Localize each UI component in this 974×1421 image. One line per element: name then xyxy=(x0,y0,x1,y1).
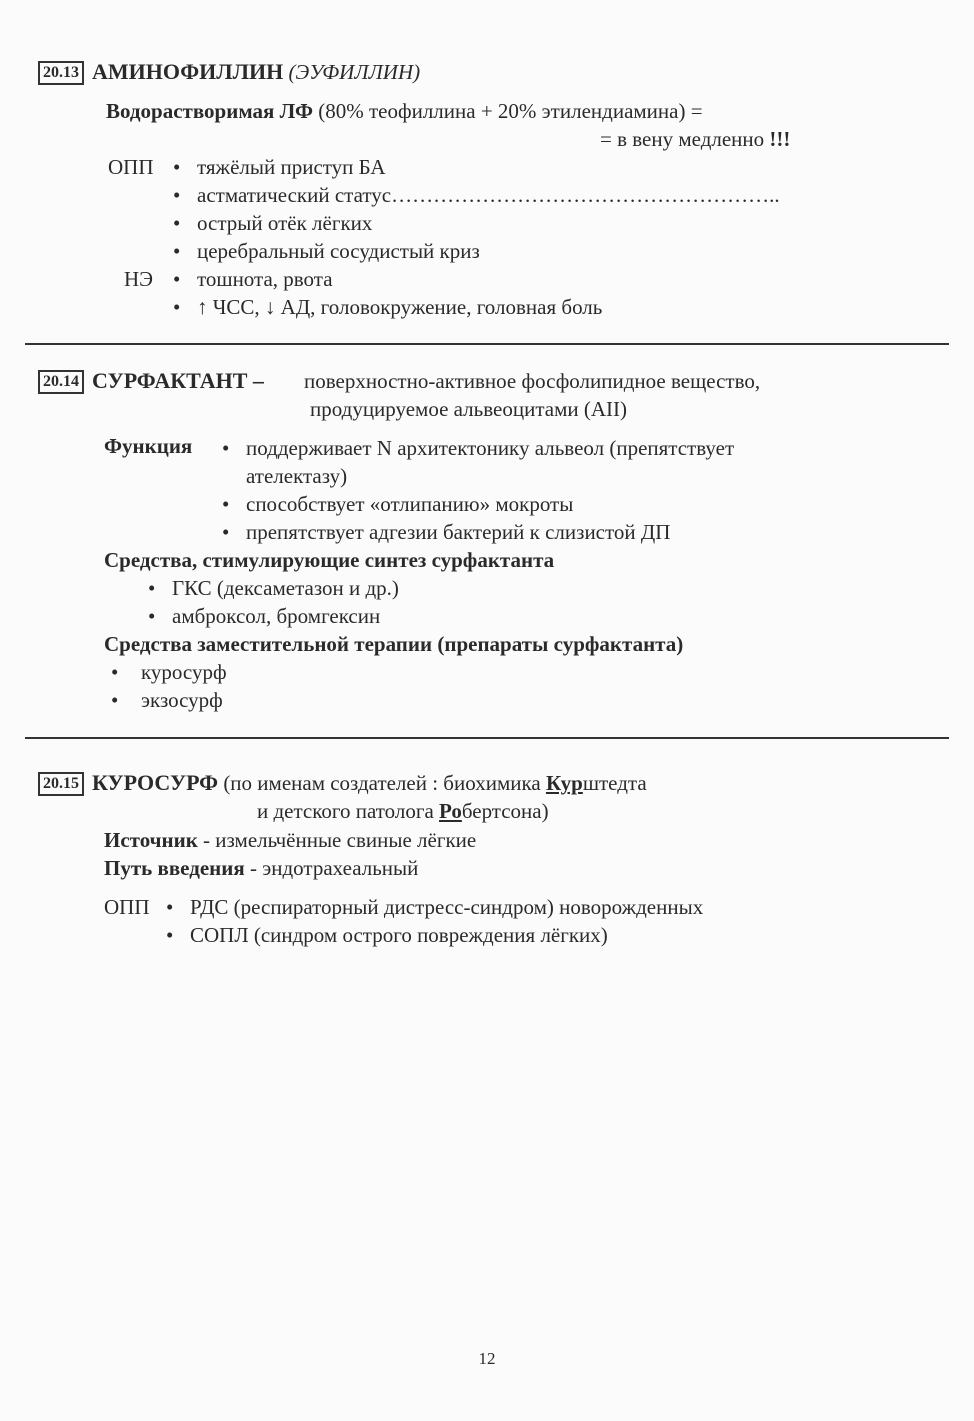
lf-text: (80% теофиллина + 20% этилендиамина) = xyxy=(318,99,703,123)
list-item: • ГКС (дексаметазон и др.) xyxy=(148,576,399,600)
list-item: • острый отёк лёгких xyxy=(173,211,373,235)
section-title-alt: (ЭУФИЛЛИН) xyxy=(288,60,421,84)
list-item: • амброксол, бромгексин xyxy=(148,604,381,628)
section-20-14-header xyxy=(38,367,264,395)
divider xyxy=(25,737,949,739)
list-item: • тошнота, рвота xyxy=(173,267,333,291)
source-line: Источник - измельчённые свиные лёгкие xyxy=(104,828,477,852)
section-title: АМИНОФИЛЛИН xyxy=(92,59,284,84)
section-title: КУРОСУРФ xyxy=(92,770,219,795)
lf-exclaim: !!! xyxy=(769,127,791,151)
list-item: • куросурф xyxy=(111,660,227,684)
route-line: Путь введения - эндотрахеальный xyxy=(104,856,419,880)
list-item: • СОПЛ (синдром острого повреждения лёгких) xyxy=(166,923,608,947)
list-item: • экзосурф xyxy=(111,688,223,712)
section-title: СУРФАКТАНТ – xyxy=(92,368,264,393)
name-origin-line-2: и детского патолога Робертсона) xyxy=(257,799,549,823)
opp-label: ОПП xyxy=(104,895,150,919)
definition-line-2: продуцируемое альвеоцитами (AII) xyxy=(310,397,627,421)
section-20-15-header: 20.15 КУРОСУРФ (по именам создателей : биохимика Курштедта xyxy=(38,769,647,797)
section-number: 20.14 xyxy=(38,370,84,394)
list-item: • способствует «отлипанию» мокроты xyxy=(222,492,574,516)
definition-line-1: поверхностно-активное фосфолипидное вещество, xyxy=(304,369,761,393)
list-item: • ↑ ЧСС, ↓ АД, головокружение, головная боль xyxy=(173,295,603,319)
list-item: • церебральный сосудистый криз xyxy=(173,239,480,263)
ne-label: НЭ xyxy=(124,267,154,291)
list-item: • астматический статус……………………………………………….. xyxy=(173,183,780,207)
lf-line-2 xyxy=(600,125,790,153)
function-label: Функция xyxy=(104,434,193,458)
subheading: Средства, стимулирующие синтез сурфактанта xyxy=(104,548,555,572)
divider xyxy=(25,343,949,345)
subheading: Средства заместительной терапии (препараты сурфактанта) xyxy=(104,632,684,656)
list-item: • поддерживает N архитектонику альвеол (препятствует xyxy=(222,436,735,460)
lf-text-2: = в вену медленно xyxy=(600,127,765,151)
section-number: 20.13 xyxy=(38,61,84,85)
section-number: 20.15 xyxy=(38,772,84,796)
section-20-13-header xyxy=(38,58,420,86)
page-number: 12 xyxy=(478,1349,496,1368)
lf-line xyxy=(106,97,703,125)
list-item: • РДС (респираторный дистресс-синдром) новорожденных xyxy=(166,895,704,919)
opp-label: ОПП xyxy=(108,155,154,179)
list-item-continuation: ателектазу) xyxy=(246,464,348,488)
list-item: • препятствует адгезии бактерий к слизистой ДП xyxy=(222,520,671,544)
lf-label: Водорастворимая ЛФ xyxy=(106,99,313,123)
list-item: • тяжёлый приступ БА xyxy=(173,155,386,179)
